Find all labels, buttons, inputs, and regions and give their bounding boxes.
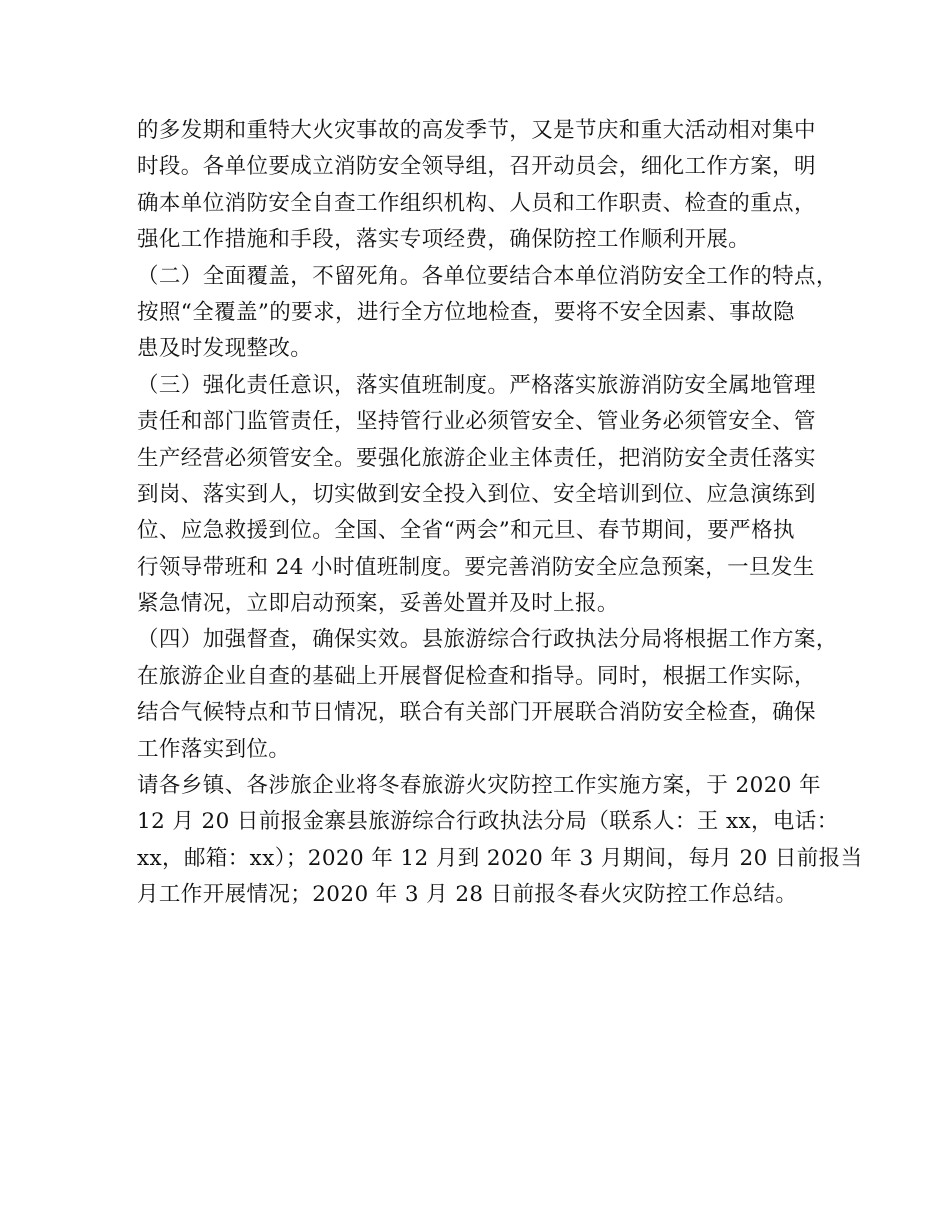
section-heading-line: （二）全面覆盖，不留死角。各单位要结合本单位消防安全工作的特点， bbox=[137, 263, 838, 289]
text-line: 行领导带班和 24 小时值班制度。要完善消防安全应急预案，一旦发生 bbox=[137, 554, 815, 580]
text-line: 请各乡镇、各涉旅企业将冬春旅游火灾防控工作实施方案，于 2020 年 bbox=[137, 773, 821, 799]
document-body bbox=[137, 113, 863, 914]
section-heading-line: （三）强化责任意识，落实值班制度。严格落实旅游消防安全属地管理 bbox=[137, 372, 816, 398]
text-line: 确本单位消防安全自查工作组织机构、人员和工作职责、检查的重点， bbox=[137, 190, 816, 216]
text-line: 时段。各单位要成立消防安全领导组，召开动员会，细化工作方案，明 bbox=[137, 154, 816, 180]
text-line: 按照“全覆盖”的要求，进行全方位地检查，要将不安全因素、事故隐 bbox=[137, 299, 795, 325]
text-line: xx，邮箱：xx）；2020 年 12 月到 2020 年 3 月期间，每月 20 日前报当 bbox=[137, 845, 863, 871]
text-line: 结合气候特点和节日情况，联合有关部门开展联合消防安全检查，确保 bbox=[137, 700, 816, 726]
text-line: 月工作开展情况；2020 年 3 月 28 日前报冬春火灾防控工作总结。 bbox=[137, 882, 798, 908]
text-line: 到岗、落实到人，切实做到安全投入到位、安全培训到位、应急演练到 bbox=[137, 481, 816, 507]
text-line: 患及时发现整改。 bbox=[137, 336, 313, 362]
text-line: 紧急情况，立即启动预案，妥善处置并及时上报。 bbox=[137, 591, 619, 617]
text-line: 工作落实到位。 bbox=[137, 736, 291, 762]
text-line: 的多发期和重特大火灾事故的高发季节，又是节庆和重大活动相对集中 bbox=[137, 118, 816, 143]
section-heading-line: （四）加强督查，确保实效。县旅游综合行政执法分局将根据工作方案， bbox=[137, 627, 838, 653]
text-line: 生产经营必须管安全。要强化旅游企业主体责任，把消防安全责任落实 bbox=[137, 445, 816, 471]
text-line: 责任和部门监管责任，坚持管行业必须管安全、管业务必须管安全、管 bbox=[137, 409, 816, 435]
text-line: 在旅游企业自查的基础上开展督促检查和指导。同时，根据工作实际， bbox=[137, 663, 816, 689]
text-line: 12 月 20 日前报金寨县旅游综合行政执法分局（联系人：王 xx，电话： bbox=[137, 809, 839, 835]
text-line: 强化工作措施和手段，落实专项经费，确保防控工作顺利开展。 bbox=[137, 227, 751, 253]
text-line: 位、应急救援到位。全国、全省“两会”和元旦、春节期间，要严格执 bbox=[137, 518, 795, 544]
